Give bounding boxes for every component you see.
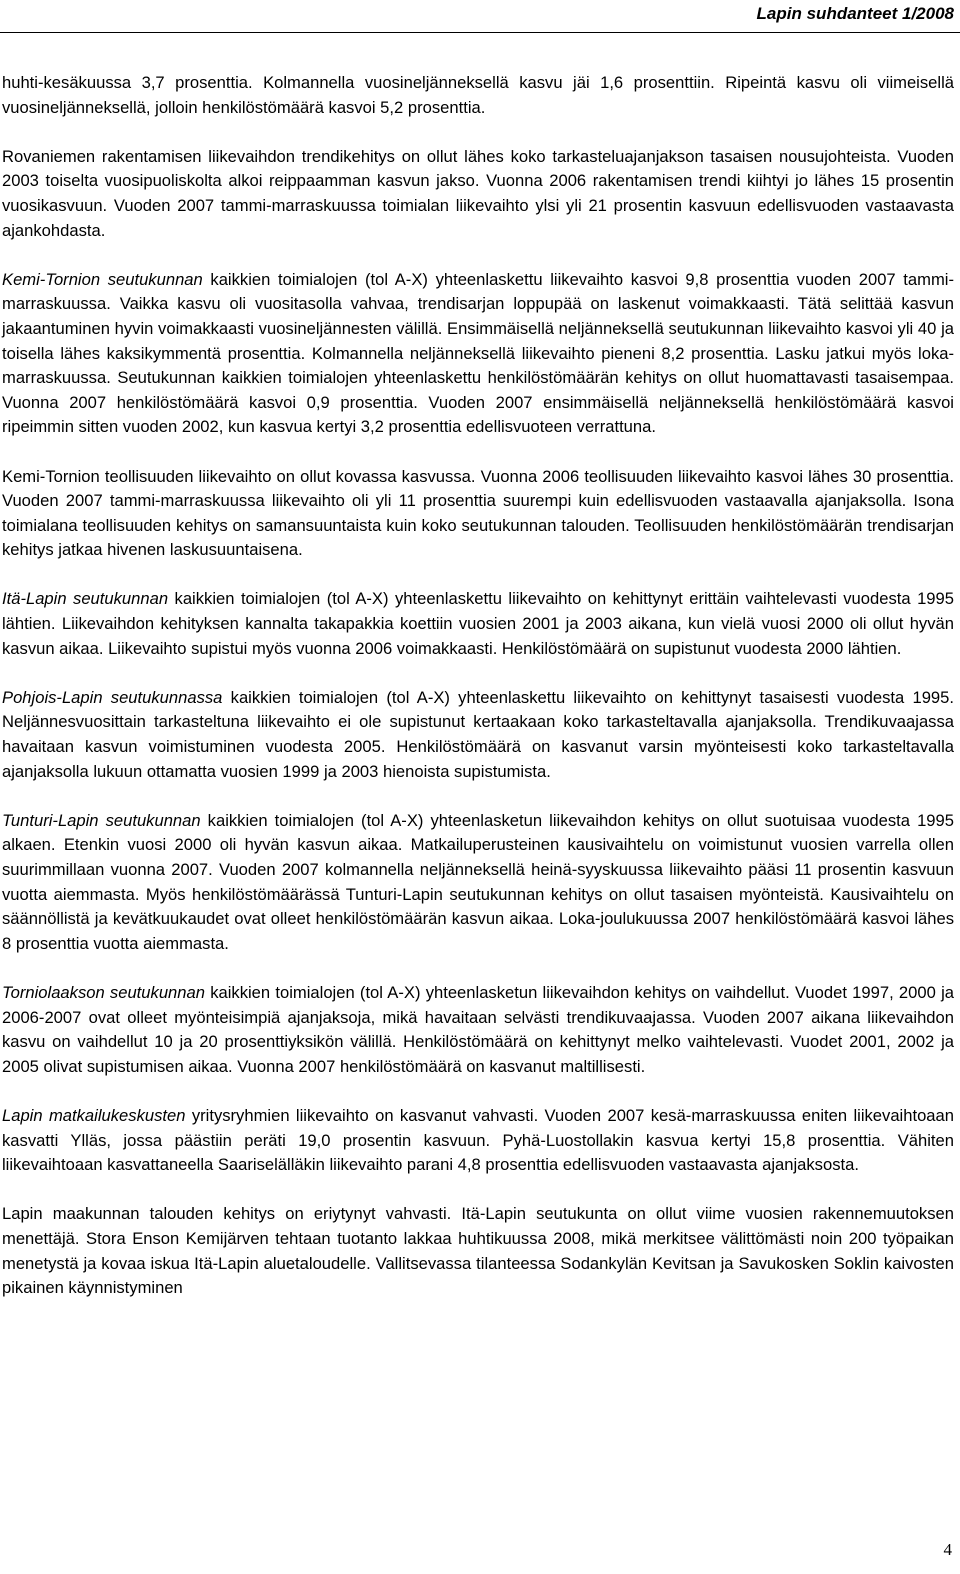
paragraph-text: yritysryhmien liikevaihto on kasvanut vahvasti. Vuoden 2007 kesä-marraskuussa eniten liikevaihtoaan kasvatti Ylläs, jossa päästiin peräti 19,0 prosentin kasvuun. Pyhä-Luostollakin kasvua kertyi 15,8 prosenttia. Vähiten liikevaihtoaan kasvattaneella Saariselälläkin liikevaihto parani 4,8 prosenttia edellisvuoden vastaavasta ajanjaksosta. — [2, 1105, 954, 1175]
region-name: Kemi-Tornion seutukunnan — [2, 269, 203, 289]
page-number: 4 — [943, 1540, 952, 1559]
header-divider — [0, 32, 960, 33]
paragraph-text: huhti-kesäkuussa 3,7 prosenttia. Kolmannella vuosineljänneksellä kasvu jäi 1,6 prosenttiin. Ripeintä kasvu oli viimeisellä vuosineljänneksellä, jolloin henkilöstömäärä kasvoi 5,2 prosenttia. — [2, 73, 954, 117]
region-name: Lapin matkailukeskusten — [2, 1105, 186, 1125]
paragraph — [2, 587, 954, 661]
paragraph — [2, 71, 954, 120]
paragraph-text: Rovaniemen rakentamisen liikevaihdon trendikehitys on ollut lähes koko tarkasteluajanjakson tasaisen nousujohteista. Vuoden 2003 toiselta vuosipuoliskolta alkoi reippaamman kasvun jakso. Vuonna 2006 rakentamisen trendi kiihtyi jo lähes 15 prosentin vuosikasvuun. Vuoden 2007 tammi-marraskuussa toimialan liikevaihto ylsi yli 21 prosentin kasvuun edellisvuoden vastaavasta ajankohdasta. — [2, 146, 954, 240]
paragraph — [2, 981, 954, 1079]
running-header: Lapin suhdanteet 1/2008 — [756, 4, 954, 23]
paragraph-text: kaikkien toimialojen (tol A-X) yhteenlaskettu liikevaihto on kehittynyt erittäin vaihtelevasti vuodesta 1995 lähtien. Liikevaihdon kehityksen kannalta takapakkia koettiin vuosien 2001 ja 2003 aikana, kun vielä vuosi 2000 oli ollut hyvän kasvun aikaa. Liikevaihto supistui myös vuonna 2006 voimakkaasti. Henkilöstömäärä on supistunut vuodesta 2000 lähtien. — [2, 589, 954, 658]
paragraph — [2, 145, 954, 243]
paragraph — [2, 1104, 954, 1178]
paragraph — [2, 1202, 954, 1300]
paragraph-text: kaikkien toimialojen (tol A-X) yhteenlasketun liikevaihdon kehitys on ollut suotuisaa vuodesta 1995 alkaen. Etenkin vuosi 2000 oli hyvän kasvun aikaa. Matkailuperusteinen kausivaihtelu on voimistunut vuosien varrella ollen suurimmillaan vuonna 2007. Vuoden 2007 kolmannella neljänneksellä heinä-syyskuussa liikevaihto pääsi 11 prosentin kasvuun vuotta aiemmasta. Myös henkilöstömäärässä Tunturi-Lapin seutukunnan kehitys on ollut tasaisen myönteistä. Kausivaihtelu on säännöllistä ja kevätkuukaudet ovat olleet henkilöstömäärän kasvun aikaa. Loka-joulukuussa 2007 henkilöstömäärä kasvoi lähes 8 prosenttia vuotta aiemmasta. — [2, 810, 954, 953]
paragraph — [2, 809, 954, 957]
paragraph-text: Lapin maakunnan talouden kehitys on eriytynyt vahvasti. Itä-Lapin seutukunta on ollut viime vuosien rakennemuutoksen menettäjä. Stora Enson Kemijärven tehtaan tuotanto lakkaa huhtikuussa 2008, mikä merkitsee välittömästi noin 200 työpaikan menetystä ja kovaa iskua Itä-Lapin aluetaloudelle. Vallitsevassa tilanteessa Sodankylän Kevitsan ja Savukosken Soklin kaivosten pikainen käynnistyminen — [2, 1204, 954, 1298]
region-name: Torniolaakson seutukunnan — [2, 982, 205, 1002]
region-name: Pohjois-Lapin seutukunnassa — [2, 687, 223, 707]
paragraph-text: kaikkien toimialojen (tol A-X) yhteenlaskettu liikevaihto on kehittynyt tasaisesti vuodesta 1995. Neljännesvuosittain tarkasteltuna liikevaihto ei ole supistunut kertaakaan koko tarkasteltavalla ajanjaksolla. Trendikuvaajassa havaitaan kasvun voimistuminen vuodesta 2005. Henkilöstömäärä on kasvanut varsin myönteisesti koko tarkasteltavalla ajanjaksolla lukuun ottamatta vuosien 1999 ja 2003 hienoista supistumista. — [2, 687, 955, 781]
paragraph-text: Kemi-Tornion teollisuuden liikevaihto on ollut kovassa kasvussa. Vuonna 2006 teollisuuden liikevaihto kasvoi lähes 30 prosenttia. Vuoden 2007 tammi-marraskuussa liikevaihto oli yli 11 prosenttia suurempi kuin edellisvuoden vastaavalla ajanjaksolla. Isona toimialana teollisuuden kehitys on samansuuntaista kuin koko seutukunnan talouden. Teollisuuden henkilöstömäärän trendisarjan kehitys jatkaa hivenen laskusuuntaisena. — [2, 466, 954, 560]
paragraph — [2, 268, 954, 440]
paragraph — [2, 686, 954, 784]
paragraph-text: kaikkien toimialojen (tol A-X) yhteenlaskettu liikevaihto kasvoi 9,8 prosenttia vuoden 2007 tammi-marraskuussa. Vaikka kasvu oli vuositasolla vahvaa, trendisarjan loppupää on laskenut voimakkaasti. Tätä selittää kasvun jakaantuminen hyvin voimakkaasti vuosineljännesten välillä. Ensimmäisellä neljänneksellä seutukunnan liikevaihto kasvoi yli 40 ja toisella lähes kaksikymmentä prosenttia. Kolmannella neljänneksellä liikevaihto pieneni 8,2 prosenttia. Lasku jatkui myös loka-marraskuussa. Seutukunnan kaikkien toimialojen yhteenlaskettu henkilöstömäärän kehitys on ollut huomattavasti tasaisempaa. Vuonna 2007 henkilöstömäärä kasvoi 0,9 prosenttia. Vuoden 2007 ensimmäisellä neljänneksellä henkilöstömäärä kasvoi ripeimmin sitten vuoden 2002, kun kasvua kertyi 3,2 prosenttia edellisvuoteen verrattuna. — [2, 269, 954, 437]
document-body — [2, 71, 954, 1325]
region-name: Itä-Lapin seutukunnan — [2, 589, 169, 609]
region-name: Tunturi-Lapin seutukunnan — [2, 810, 201, 830]
paragraph-text: kaikkien toimialojen (tol A-X) yhteenlasketun liikevaihdon kehitys on vaihdellut. Vuodet 1997, 2000 ja 2006-2007 ovat olleet myönteisimpiä ajanjaksoja, mikä havaitaan selvästi trendikuvaajassa. Vuoden 2007 aikana liikevaihdon kasvu on vaihdellut 10 ja 20 prosenttiyksikön välillä. Henkilöstömäärä on kehittynyt melko vaihtelevasti. Vuodet 2001, 2002 ja 2005 olivat supistumisen aikaa. Vuonna 2007 henkilöstömäärä on kasvanut maltillisesti. — [2, 982, 954, 1076]
paragraph — [2, 465, 954, 563]
